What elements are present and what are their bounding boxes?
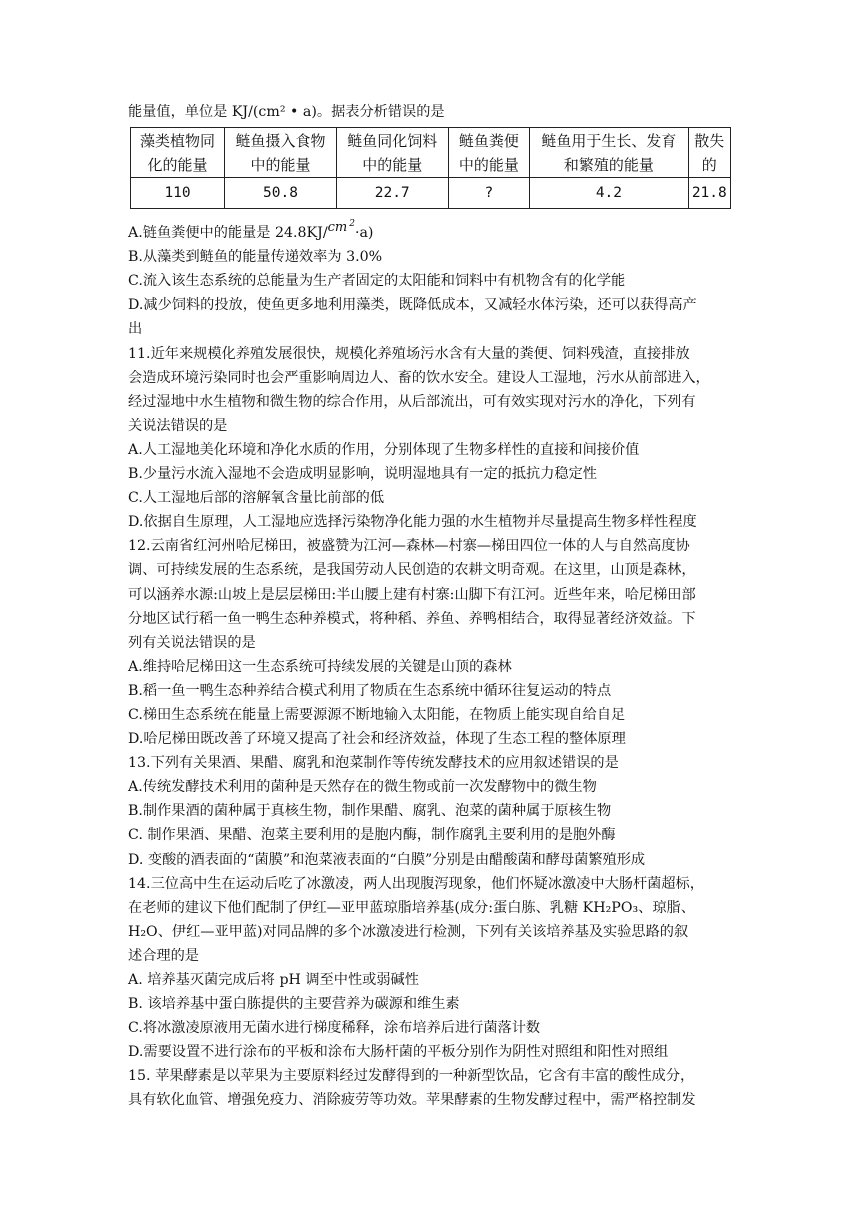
- value-feces-energy: ?: [448, 178, 530, 209]
- value-feed-assimilation: 22.7: [336, 178, 448, 209]
- q10-option-d-cont: 出: [128, 321, 143, 338]
- header-feed-assimilation: 鲢鱼同化饲料 中的能量: [336, 128, 448, 178]
- q13-option-a: A.传统发酵技术利用的菌种是天然存在的微生物或前一次发酵物中的微生物: [128, 779, 597, 796]
- q11-option-a: A.人工湿地美化环境和净化水质的作用，分别体现了生物多样性的直接和间接价值: [128, 441, 640, 458]
- q11-option-b: B.少量污水流入湿地不会造成明显影响，说明湿地具有一定的抵抗力稳定性: [128, 466, 597, 483]
- q14-option-b: B. 该培养基中蛋白胨提供的主要营养为碳源和维生素: [128, 996, 460, 1013]
- q14-stem-line: H₂O、伊红—亚甲蓝)对同品牌的多个冰激凌进行检测，下列有关该培养基及实验思路的叙: [128, 923, 689, 940]
- energy-table: [130, 127, 731, 209]
- q11-stem-line: 会造成环境污染同时也会严重影响周边人、畜的饮水安全。建设人工湿地，污水从前部进入，: [128, 369, 710, 386]
- q12-stem-line: 12.云南省红河州哈尼梯田，被盛赞为江河—森林—村寨—梯田四位一体的人与自然高度协: [128, 538, 690, 555]
- q12-option-a: A.维持哈尼梯田这一生态系统可持续发展的关键是山顶的森林: [128, 658, 512, 675]
- q12-option-b: B.稻一鱼一鸭生态种养结合模式利用了物质在生态系统中循环往复运动的特点: [128, 682, 612, 699]
- header-algae-assimilation: 藻类植物同 化的能量: [131, 128, 225, 178]
- q14-stem-line: 在老师的建议下他们配制了伊红—亚甲蓝琼脂培养基(成分:蛋白胨、乳糖 KH₂PO₃、琼脂、: [128, 899, 695, 916]
- q13-option-b: B.制作果酒的菌种属于真核生物，制作果醋、腐乳、泡菜的菌种属于原核生物: [128, 803, 612, 820]
- q13-option-c: C. 制作果酒、果醋、泡菜主要利用的是胞内酶，制作腐乳主要利用的是胞外酶: [128, 827, 616, 844]
- header-growth-energy: 鲢鱼用于生长、发育 和繁殖的能量: [530, 128, 688, 178]
- q13-stem: 13.下列有关果酒、果醋、腐乳和泡菜制作等传统发酵技术的应用叙述错误的是: [128, 755, 619, 772]
- value-lost-energy: 21.8: [688, 178, 730, 209]
- q14-stem-line: 14.三位高中生在运动后吃了冰激凌，两人出现腹泻现象，他们怀疑冰激凌中大肠杆菌超标，: [128, 875, 704, 892]
- q11-stem-line: 关说法错误的是: [128, 417, 228, 434]
- q12-stem-line: 分地区试行稻一鱼一鸭生态种养模式，将种稻、养鱼、养鸭相结合，取得显著经济效益。下: [128, 610, 696, 627]
- q10-option-c: C.流入该生态系统的总能量为生产者固定的太阳能和饲料中有机物含有的化学能: [128, 273, 626, 290]
- q12-stem-line: 调、可持续发展的生态系统，是我国劳动人民创造的农耕文明奇观。在这里，山顶是森林，: [128, 562, 696, 579]
- table-row: [131, 178, 731, 209]
- q11-stem-line: 11.近年来规模化养殖发展很快，规模化养殖场污水含有大量的粪便、饲料残渣，直接排放: [128, 345, 690, 362]
- q10-option-b: B.从藻类到鲢鱼的能量传递效率为 3.0%: [128, 249, 383, 266]
- table-header-row: [131, 128, 731, 178]
- q11-option-d: D.依据自生原理，人工湿地应选择污染物净化能力强的水生植物并尽量提高生物多样性程度: [128, 514, 697, 531]
- value-food-intake: 50.8: [225, 178, 337, 209]
- q11-option-c: C.人工湿地后部的溶解氧含量比前部的低: [128, 490, 385, 507]
- q10-option-a: A.链鱼粪便中的能量是 24.8KJ/cm $^2$·a): [128, 219, 374, 242]
- header-feces-energy: 鲢鱼粪便 中的能量: [448, 128, 530, 178]
- q14-stem-line: 述合理的是: [128, 947, 199, 964]
- header-food-intake: 鲢鱼摄入食物 中的能量: [225, 128, 337, 178]
- table-intro-text: 能量值，单位是 KJ/(cm² • a)。据表分析错误的是: [128, 104, 445, 120]
- header-lost-energy: 散失 的: [688, 128, 730, 178]
- q12-option-d: D.哈尼梯田既改善了环境又提高了社会和经济效益，体现了生态工程的整体原理: [128, 731, 626, 748]
- q12-stem-line: 列有关说法错误的是: [128, 634, 256, 651]
- q13-option-d: D. 变酸的酒表面的“菌膜”和泡菜液表面的“白膜”分别是由醋酸菌和酵母菌繁殖形成: [128, 851, 646, 868]
- q14-option-d: D.需要设置不进行涂布的平板和涂布大肠杆菌的平板分别作为阴性对照组和阳性对照组: [128, 1044, 669, 1061]
- value-algae-assimilation: 110: [131, 178, 225, 209]
- q14-option-c: C.将冰激凌原液用无菌水进行梯度稀释，涂布培养后进行菌落计数: [128, 1020, 541, 1037]
- q12-stem-line: 可以涵养水源:山坡上是层层梯田:半山腰上建有村寨:山脚下有江河。近些年来，哈尼梯田部: [128, 586, 696, 603]
- q15-stem-line: 具有软化血管、增强免疫力、消除疲劳等功效。苹果酵素的生物发酵过程中，需严格控制发: [128, 1092, 696, 1109]
- q15-stem-line: 15. 苹果酵素是以苹果为主要原料经过发酵得到的一种新型饮品，它含有丰富的酸性成分，: [128, 1068, 695, 1085]
- unit-cm2: cm $^2$: [327, 219, 355, 236]
- q11-stem-line: 经过湿地中水生植物和微生物的综合作用，从后部流出，可有效实现对污水的净化，下列有: [128, 393, 696, 410]
- q14-option-a: A. 培养基灭菌完成后将 pH 调至中性或弱碱性: [128, 972, 419, 988]
- q10-option-d: D.减少饲料的投放，使鱼更多地利用藻类，既降低成本，又减轻水体污染，还可以获得高产: [128, 297, 697, 314]
- document-page: [128, 100, 738, 1113]
- q12-option-c: C.梯田生态系统在能量上需要源源不断地输入太阳能，在物质上能实现自给自足: [128, 706, 626, 723]
- value-growth-energy: 4.2: [530, 178, 688, 209]
